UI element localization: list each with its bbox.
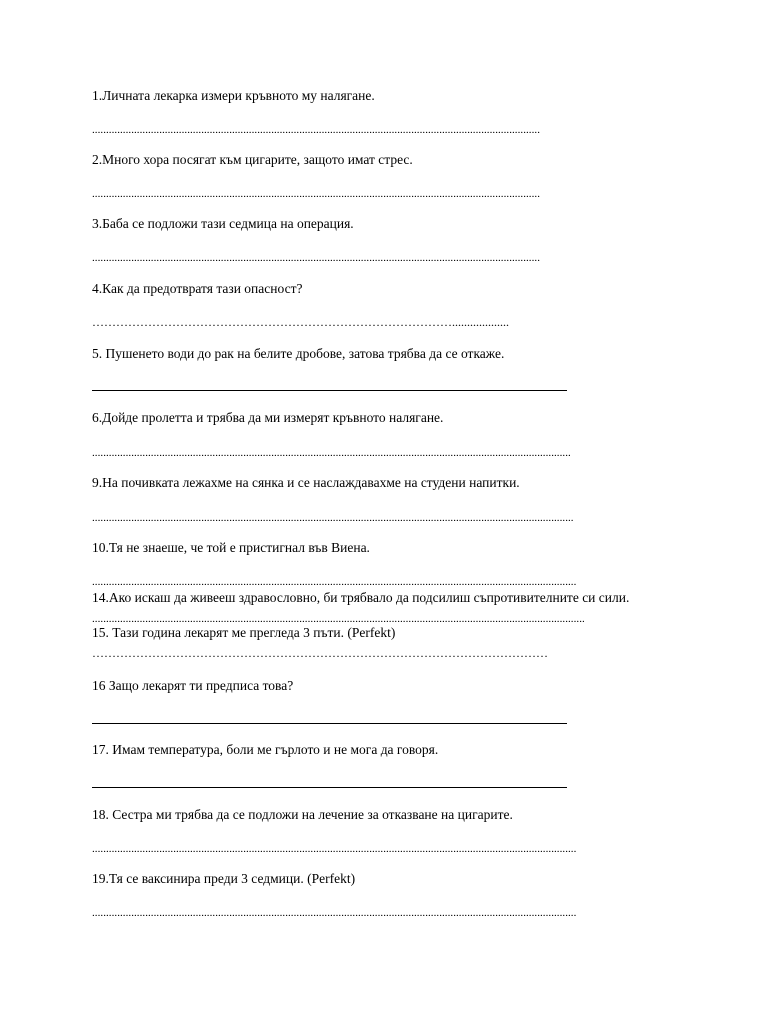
question-17: 17. Имам температура, боли ме гърлото и не мога да говоря.: [92, 742, 439, 757]
question-6: 6.Дойде пролетта и трябва да ми измерят кръвното налягане.: [92, 410, 444, 425]
answer-line-15: ……………………………………………………………………………………………………: [92, 647, 548, 659]
question-19: 19.Тя се ваксинира преди 3 седмици. (Perfekt): [92, 871, 356, 886]
answer-line-14: ................................................................................................................................................................................: [92, 613, 585, 625]
question-15: 15. Тази година лекарят ме прегледа 3 пъти. (Perfekt): [92, 625, 396, 640]
question-18: 18. Сестра ми трябва да се подложи на лечение за отказване на цигарите.: [92, 807, 513, 822]
question-4: 4.Как да предотвратя тази опасност?: [92, 281, 303, 296]
answer-line-10: .............................................................................................................................................................................: [92, 576, 577, 588]
answer-line-2: ................................................................................................................................................................: [92, 188, 540, 200]
question-9: 9.На почивката лежахме на сянка и се наслаждавахме на студени напитки.: [92, 475, 520, 490]
question-10: 10.Тя не знаеше, че той е пристигнал във Виена.: [92, 540, 370, 555]
answer-line-4: ………………………………………………………………………………...................: [92, 316, 509, 328]
question-16: 16 Защо лекарят ти предписа това?: [92, 678, 294, 693]
answer-underline-16: [92, 723, 567, 724]
answer-line-19: .............................................................................................................................................................................: [92, 907, 577, 919]
answer-line-6: ...........................................................................................................................................................................: [92, 447, 571, 459]
answer-line-3: ................................................................................................................................................................: [92, 252, 540, 264]
question-5: 5. Пушенето води до рак на белите дробове, затова трябва да се откаже.: [92, 346, 505, 361]
answer-line-9: ............................................................................................................................................................................: [92, 512, 574, 524]
question-1: 1.Личната лекарка измери кръвното му налягане.: [92, 88, 375, 103]
answer-underline-5: [92, 390, 567, 391]
question-2: 2.Много хора посягат към цигарите, защото имат стрес.: [92, 152, 413, 167]
answer-underline-17: [92, 787, 567, 788]
question-3: 3.Баба се подложи тази седмица на операция.: [92, 216, 354, 231]
answer-line-1: ................................................................................................................................................................: [92, 124, 540, 136]
question-14: 14.Ако искаш да живееш здравословно, би трябвало да подсилиш съпротивителните си сили.: [92, 590, 630, 605]
answer-line-18: .............................................................................................................................................................................: [92, 843, 577, 855]
